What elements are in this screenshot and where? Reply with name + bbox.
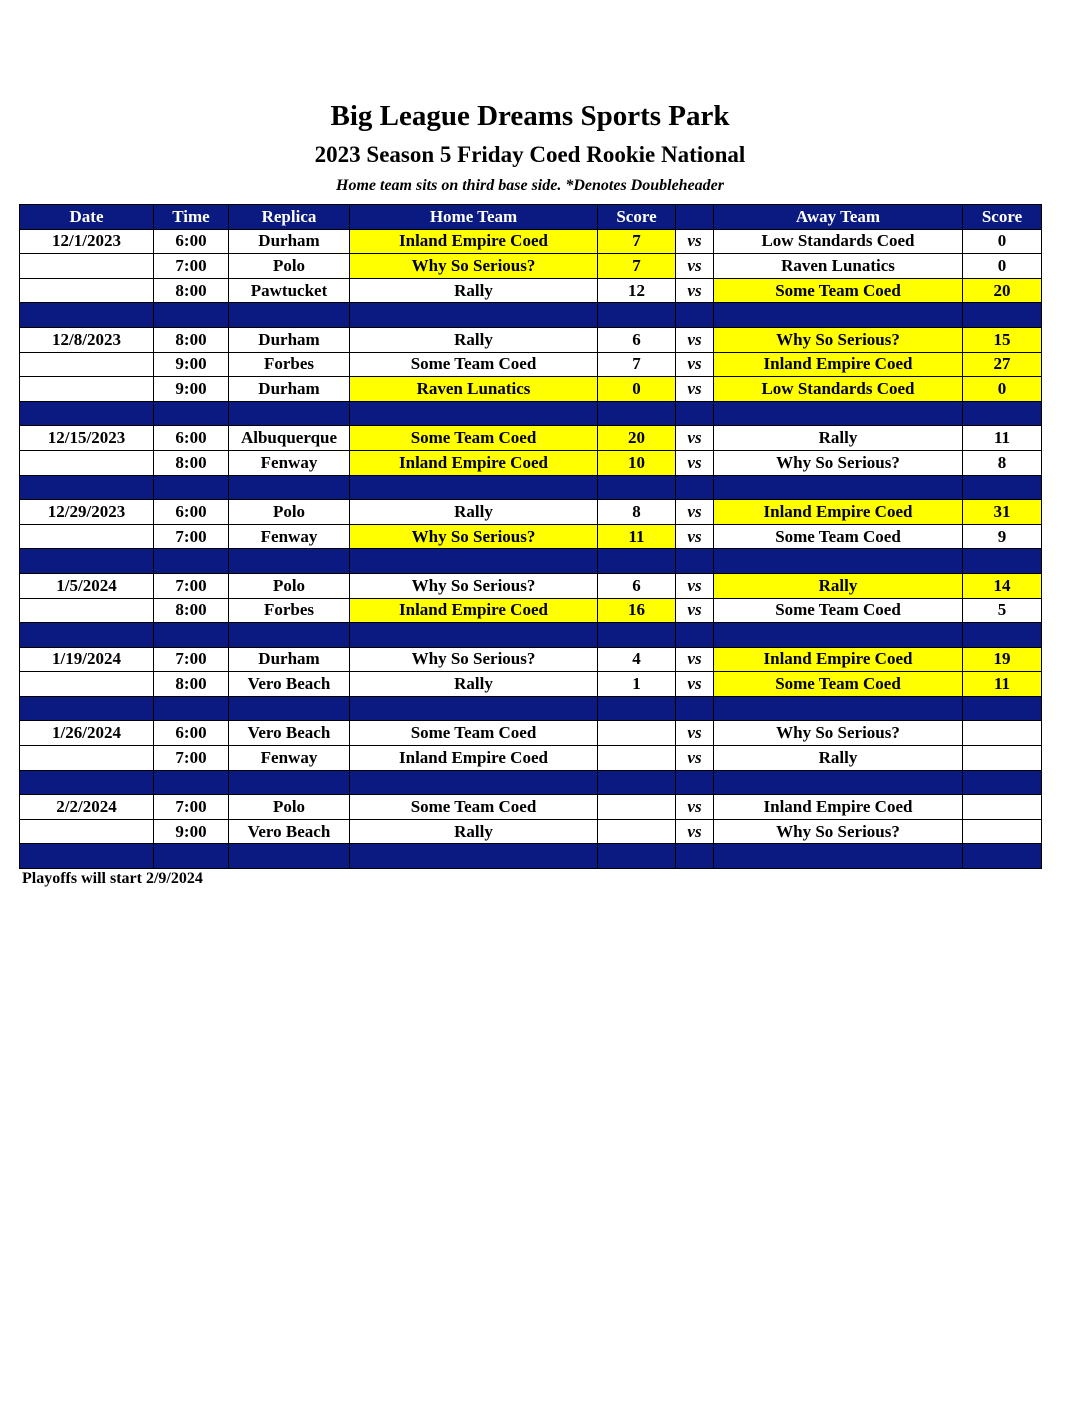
- home-score: 7: [598, 352, 676, 377]
- page-subtitle: 2023 Season 5 Friday Coed Rookie National: [314, 142, 746, 167]
- header-row: [20, 205, 1042, 230]
- schedule-body: [20, 229, 1042, 868]
- game-date: [20, 598, 154, 623]
- away-team: Inland Empire Coed: [714, 795, 963, 820]
- separator-cell: [20, 549, 154, 574]
- away-team: Low Standards Coed: [714, 377, 963, 402]
- vs-label: vs: [676, 254, 714, 279]
- separator-cell: [229, 475, 350, 500]
- game-replica: Polo: [229, 254, 350, 279]
- game-date: 1/5/2024: [20, 573, 154, 598]
- home-team: Inland Empire Coed: [350, 229, 598, 254]
- game-time: 9:00: [154, 377, 229, 402]
- separator-cell: [714, 401, 963, 426]
- home-team: Why So Serious?: [350, 573, 598, 598]
- home-team: Some Team Coed: [350, 426, 598, 451]
- game-row: [20, 672, 1042, 697]
- game-row: [20, 746, 1042, 771]
- week-separator-row: [20, 844, 1042, 869]
- vs-label: vs: [676, 450, 714, 475]
- away-team: Rally: [714, 426, 963, 451]
- separator-cell: [20, 696, 154, 721]
- away-score: 31: [963, 500, 1042, 525]
- game-time: 8:00: [154, 598, 229, 623]
- home-team: Some Team Coed: [350, 721, 598, 746]
- vs-label: vs: [676, 647, 714, 672]
- game-time: 7:00: [154, 746, 229, 771]
- vs-label: vs: [676, 278, 714, 303]
- separator-cell: [676, 549, 714, 574]
- away-score: [963, 819, 1042, 844]
- separator-cell: [350, 696, 598, 721]
- game-row: [20, 254, 1042, 279]
- separator-cell: [714, 696, 963, 721]
- separator-cell: [229, 844, 350, 869]
- week-separator-row: [20, 303, 1042, 328]
- separator-cell: [598, 623, 676, 648]
- home-team: Rally: [350, 819, 598, 844]
- separator-cell: [598, 696, 676, 721]
- game-date: [20, 746, 154, 771]
- game-replica: Polo: [229, 795, 350, 820]
- game-date: 1/26/2024: [20, 721, 154, 746]
- game-time: 6:00: [154, 721, 229, 746]
- away-team: Some Team Coed: [714, 524, 963, 549]
- separator-cell: [676, 303, 714, 328]
- game-replica: Vero Beach: [229, 819, 350, 844]
- away-team: Some Team Coed: [714, 672, 963, 697]
- game-replica: Vero Beach: [229, 721, 350, 746]
- home-score: [598, 819, 676, 844]
- away-score: [963, 795, 1042, 820]
- header-vs: [676, 205, 714, 230]
- away-team: Why So Serious?: [714, 327, 963, 352]
- separator-cell: [963, 623, 1042, 648]
- playoffs-note: Playoffs will start 2/9/2024: [22, 870, 203, 887]
- separator-cell: [20, 770, 154, 795]
- home-team: Some Team Coed: [350, 795, 598, 820]
- separator-cell: [714, 303, 963, 328]
- home-score: [598, 746, 676, 771]
- away-score: 0: [963, 377, 1042, 402]
- away-team: Why So Serious?: [714, 721, 963, 746]
- game-date: [20, 450, 154, 475]
- separator-cell: [229, 696, 350, 721]
- home-score: 1: [598, 672, 676, 697]
- home-score: 0: [598, 377, 676, 402]
- game-row: [20, 327, 1042, 352]
- game-date: [20, 672, 154, 697]
- vs-label: vs: [676, 573, 714, 598]
- home-team: Rally: [350, 327, 598, 352]
- away-team: Why So Serious?: [714, 450, 963, 475]
- home-score: 10: [598, 450, 676, 475]
- separator-cell: [598, 770, 676, 795]
- game-replica: Forbes: [229, 598, 350, 623]
- away-team: Inland Empire Coed: [714, 352, 963, 377]
- separator-cell: [350, 475, 598, 500]
- separator-cell: [229, 549, 350, 574]
- game-replica: Polo: [229, 500, 350, 525]
- separator-cell: [963, 549, 1042, 574]
- game-time: 7:00: [154, 647, 229, 672]
- game-row: [20, 229, 1042, 254]
- separator-cell: [714, 549, 963, 574]
- game-time: 9:00: [154, 352, 229, 377]
- header-away-team: Away Team: [714, 205, 963, 230]
- home-score: 11: [598, 524, 676, 549]
- game-date: 12/29/2023: [20, 500, 154, 525]
- week-separator-row: [20, 770, 1042, 795]
- vs-label: vs: [676, 524, 714, 549]
- separator-cell: [714, 770, 963, 795]
- away-score: 14: [963, 573, 1042, 598]
- away-team: Some Team Coed: [714, 598, 963, 623]
- away-score: 9: [963, 524, 1042, 549]
- game-replica: Durham: [229, 327, 350, 352]
- game-date: 2/2/2024: [20, 795, 154, 820]
- separator-cell: [154, 696, 229, 721]
- header-home-team: Home Team: [350, 205, 598, 230]
- game-replica: Fenway: [229, 450, 350, 475]
- game-replica: Polo: [229, 573, 350, 598]
- game-time: 6:00: [154, 500, 229, 525]
- vs-label: vs: [676, 819, 714, 844]
- game-replica: Durham: [229, 377, 350, 402]
- game-replica: Fenway: [229, 746, 350, 771]
- game-row: [20, 721, 1042, 746]
- away-score: 19: [963, 647, 1042, 672]
- game-date: [20, 377, 154, 402]
- home-team: Rally: [350, 672, 598, 697]
- schedule-note: Home team sits on third base side. *Denotes Doubleheader: [336, 177, 724, 194]
- separator-cell: [963, 303, 1042, 328]
- header-away-score: Score: [963, 205, 1042, 230]
- game-time: 7:00: [154, 524, 229, 549]
- game-row: [20, 500, 1042, 525]
- away-score: [963, 721, 1042, 746]
- home-team: Some Team Coed: [350, 352, 598, 377]
- game-time: 9:00: [154, 819, 229, 844]
- away-score: 11: [963, 672, 1042, 697]
- week-separator-row: [20, 696, 1042, 721]
- game-time: 6:00: [154, 426, 229, 451]
- separator-cell: [20, 303, 154, 328]
- separator-cell: [676, 623, 714, 648]
- game-date: [20, 254, 154, 279]
- game-row: [20, 524, 1042, 549]
- separator-cell: [714, 475, 963, 500]
- away-score: 27: [963, 352, 1042, 377]
- home-team: Why So Serious?: [350, 647, 598, 672]
- away-team: Why So Serious?: [714, 819, 963, 844]
- separator-cell: [963, 696, 1042, 721]
- separator-cell: [350, 844, 598, 869]
- game-time: 8:00: [154, 672, 229, 697]
- home-score: 8: [598, 500, 676, 525]
- separator-cell: [20, 623, 154, 648]
- home-team: Rally: [350, 278, 598, 303]
- game-row: [20, 573, 1042, 598]
- game-date: [20, 524, 154, 549]
- home-team: Inland Empire Coed: [350, 450, 598, 475]
- game-replica: Durham: [229, 647, 350, 672]
- separator-cell: [350, 549, 598, 574]
- away-score: 0: [963, 229, 1042, 254]
- home-score: 7: [598, 254, 676, 279]
- away-team: Rally: [714, 746, 963, 771]
- separator-cell: [229, 401, 350, 426]
- home-score: 7: [598, 229, 676, 254]
- separator-cell: [963, 844, 1042, 869]
- separator-cell: [598, 475, 676, 500]
- separator-cell: [598, 303, 676, 328]
- separator-cell: [229, 770, 350, 795]
- game-date: 1/19/2024: [20, 647, 154, 672]
- away-team: Rally: [714, 573, 963, 598]
- game-replica: Pawtucket: [229, 278, 350, 303]
- game-replica: Albuquerque: [229, 426, 350, 451]
- separator-cell: [154, 401, 229, 426]
- separator-cell: [676, 475, 714, 500]
- away-score: 0: [963, 254, 1042, 279]
- away-team: Some Team Coed: [714, 278, 963, 303]
- away-score: 20: [963, 278, 1042, 303]
- header-replica: Replica: [229, 205, 350, 230]
- header-date: Date: [20, 205, 154, 230]
- away-team: Raven Lunatics: [714, 254, 963, 279]
- separator-cell: [676, 844, 714, 869]
- separator-cell: [714, 623, 963, 648]
- separator-cell: [598, 549, 676, 574]
- away-score: 5: [963, 598, 1042, 623]
- vs-label: vs: [676, 746, 714, 771]
- game-date: [20, 819, 154, 844]
- vs-label: vs: [676, 721, 714, 746]
- away-team: Low Standards Coed: [714, 229, 963, 254]
- game-row: [20, 819, 1042, 844]
- separator-cell: [676, 770, 714, 795]
- vs-label: vs: [676, 377, 714, 402]
- home-score: [598, 795, 676, 820]
- home-team: Why So Serious?: [350, 524, 598, 549]
- week-separator-row: [20, 401, 1042, 426]
- game-time: 8:00: [154, 327, 229, 352]
- game-time: 7:00: [154, 795, 229, 820]
- separator-cell: [350, 401, 598, 426]
- away-team: Inland Empire Coed: [714, 500, 963, 525]
- game-row: [20, 795, 1042, 820]
- game-date: 12/8/2023: [20, 327, 154, 352]
- week-separator-row: [20, 623, 1042, 648]
- game-date: 12/1/2023: [20, 229, 154, 254]
- vs-label: vs: [676, 598, 714, 623]
- separator-cell: [963, 475, 1042, 500]
- game-replica: Fenway: [229, 524, 350, 549]
- separator-cell: [676, 401, 714, 426]
- game-replica: Durham: [229, 229, 350, 254]
- vs-label: vs: [676, 426, 714, 451]
- away-score: 15: [963, 327, 1042, 352]
- game-time: 8:00: [154, 450, 229, 475]
- separator-cell: [154, 844, 229, 869]
- game-replica: Vero Beach: [229, 672, 350, 697]
- separator-cell: [154, 303, 229, 328]
- game-row: [20, 647, 1042, 672]
- separator-cell: [154, 549, 229, 574]
- home-team: Rally: [350, 500, 598, 525]
- week-separator-row: [20, 475, 1042, 500]
- game-row: [20, 352, 1042, 377]
- vs-label: vs: [676, 795, 714, 820]
- separator-cell: [676, 696, 714, 721]
- vs-label: vs: [676, 352, 714, 377]
- game-row: [20, 450, 1042, 475]
- header-home-score: Score: [598, 205, 676, 230]
- separator-cell: [350, 303, 598, 328]
- home-score: 4: [598, 647, 676, 672]
- separator-cell: [154, 475, 229, 500]
- away-score: 8: [963, 450, 1042, 475]
- header-time: Time: [154, 205, 229, 230]
- home-score: 20: [598, 426, 676, 451]
- home-team: Raven Lunatics: [350, 377, 598, 402]
- separator-cell: [714, 844, 963, 869]
- vs-label: vs: [676, 229, 714, 254]
- separator-cell: [963, 770, 1042, 795]
- game-row: [20, 426, 1042, 451]
- away-score: [963, 746, 1042, 771]
- vs-label: vs: [676, 672, 714, 697]
- separator-cell: [154, 623, 229, 648]
- home-score: 16: [598, 598, 676, 623]
- game-time: 7:00: [154, 573, 229, 598]
- game-replica: Forbes: [229, 352, 350, 377]
- vs-label: vs: [676, 327, 714, 352]
- game-row: [20, 598, 1042, 623]
- home-team: Why So Serious?: [350, 254, 598, 279]
- game-time: 7:00: [154, 254, 229, 279]
- vs-label: vs: [676, 500, 714, 525]
- game-time: 8:00: [154, 278, 229, 303]
- away-score: 11: [963, 426, 1042, 451]
- home-team: Inland Empire Coed: [350, 746, 598, 771]
- home-score: 6: [598, 327, 676, 352]
- game-date: [20, 278, 154, 303]
- separator-cell: [350, 770, 598, 795]
- separator-cell: [229, 303, 350, 328]
- separator-cell: [20, 401, 154, 426]
- separator-cell: [20, 844, 154, 869]
- separator-cell: [229, 623, 350, 648]
- game-date: 12/15/2023: [20, 426, 154, 451]
- game-row: [20, 377, 1042, 402]
- schedule-table: [19, 204, 1042, 869]
- game-date: [20, 352, 154, 377]
- separator-cell: [598, 844, 676, 869]
- game-row: [20, 278, 1042, 303]
- home-score: [598, 721, 676, 746]
- separator-cell: [154, 770, 229, 795]
- home-score: 12: [598, 278, 676, 303]
- week-separator-row: [20, 549, 1042, 574]
- separator-cell: [20, 475, 154, 500]
- away-team: Inland Empire Coed: [714, 647, 963, 672]
- page-title: Big League Dreams Sports Park: [330, 100, 730, 132]
- separator-cell: [350, 623, 598, 648]
- separator-cell: [963, 401, 1042, 426]
- game-time: 6:00: [154, 229, 229, 254]
- separator-cell: [598, 401, 676, 426]
- home-team: Inland Empire Coed: [350, 598, 598, 623]
- home-score: 6: [598, 573, 676, 598]
